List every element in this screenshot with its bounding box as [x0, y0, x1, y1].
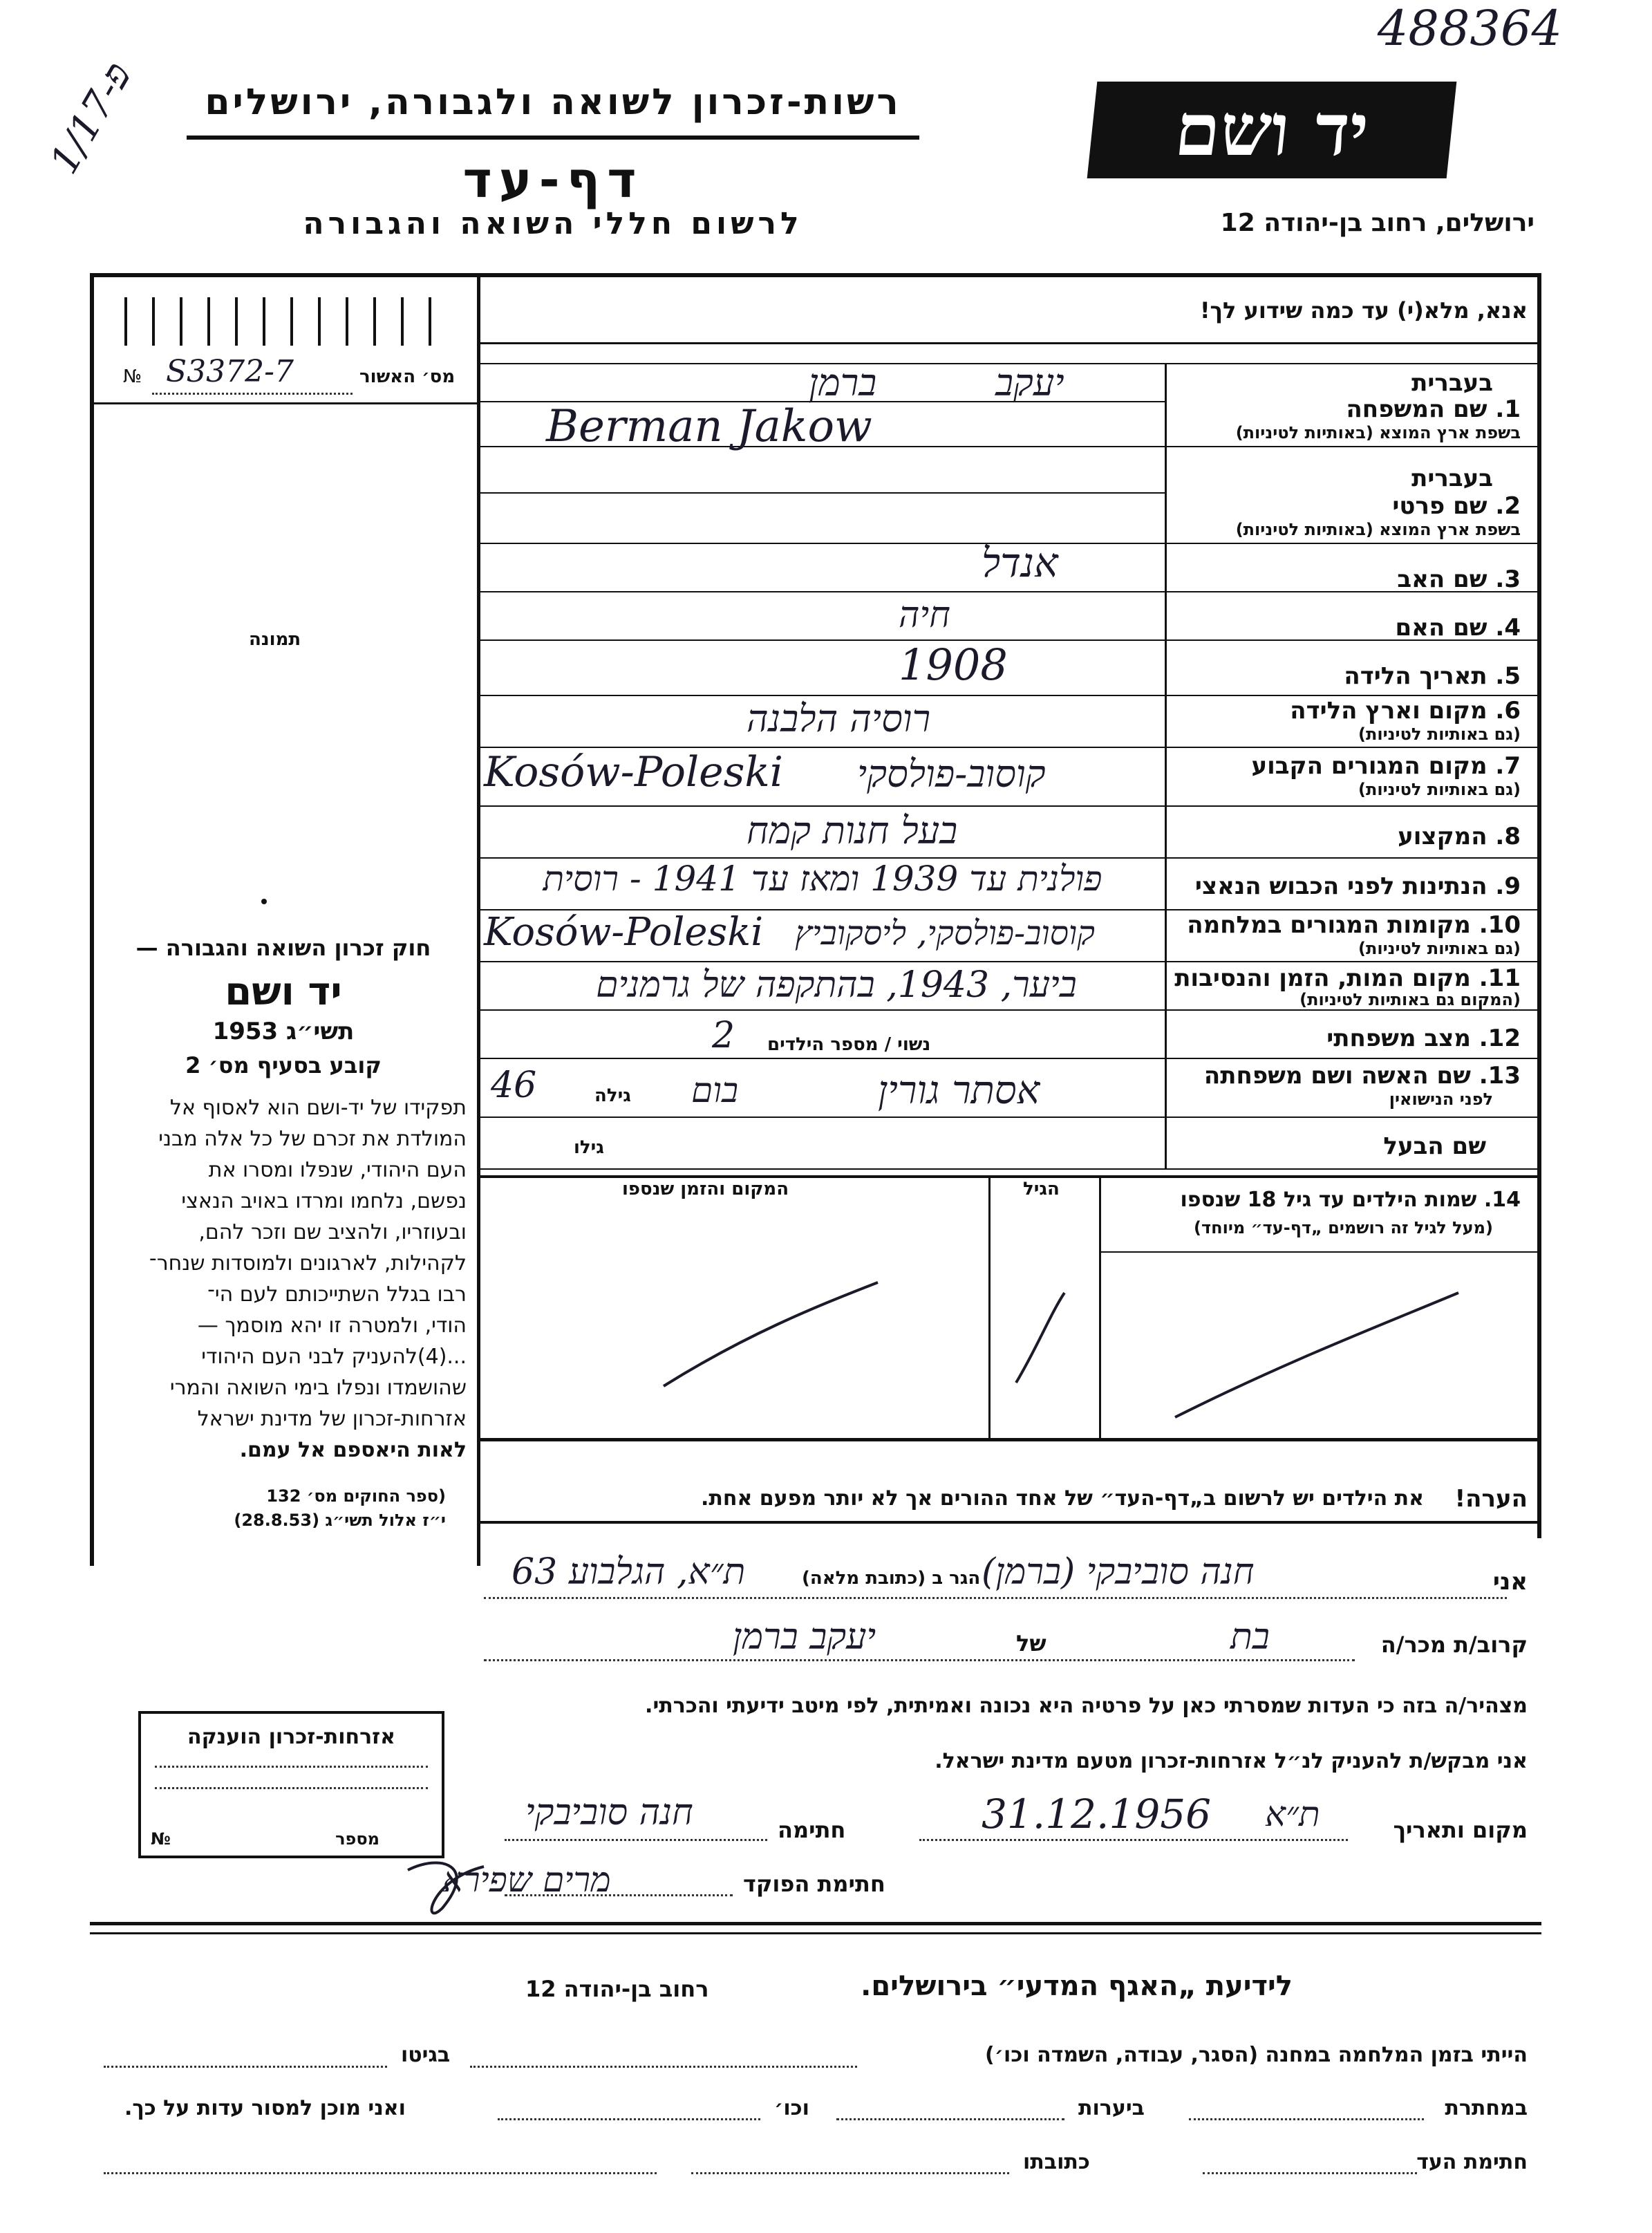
footer-line-3-dots-c [104, 2172, 657, 2174]
reg-label: מס׳ האשור [359, 366, 456, 387]
box-no-label: מספר [335, 1829, 379, 1849]
law-text-line: המולדת את זכרם של כל אלה מבני [158, 1127, 467, 1151]
law-year: תשי״ג 1953 [212, 1018, 355, 1045]
place-date-label: מקום ותאריך [1393, 1817, 1528, 1843]
footer-line-2d: ואני מוכן למסור עדות על כך. [124, 2096, 406, 2120]
given-name-he-value: יעקב [995, 361, 1064, 404]
signature-label: חתימה [778, 1817, 846, 1843]
field-5-label: 5. תאריך הלידה [1344, 662, 1521, 690]
field-11-sub: (המקום גם באותיות לטיניות) [1299, 990, 1521, 1009]
logo-text: יד ושם [1171, 87, 1373, 172]
of-label: של [1016, 1630, 1046, 1656]
law-text-line: לאות היאספם אל עמם. [239, 1438, 467, 1462]
footer-line-2b: ביערות [1078, 2096, 1145, 2120]
place-column-header: המקום והזמן שנספו [622, 1179, 789, 1199]
field-7-label: 7. מקום המגורים הקבוע [1251, 752, 1521, 780]
law-text-line: הודי, ולמטרה זו יהא מוסמך — [197, 1314, 467, 1338]
wartime-he-value: קוסוב-פולסקי, ליסקוביץ [795, 914, 1095, 953]
field-6-sub: (גם באותיות לטיניות) [1358, 725, 1521, 744]
footer-line-1b: בגיטו [401, 2043, 451, 2067]
field-2-label: 2. שם פרטי [1392, 492, 1521, 520]
footer-line-2a: במחתרת [1445, 2096, 1528, 2120]
field-6-label: 6. מקום וארץ הלידה [1290, 697, 1521, 725]
law-text-line: לקהילות, לארגונים ולמוסדות שנחר־ [149, 1251, 467, 1276]
wife-age-value: 46 [491, 1065, 537, 1106]
mother-value: חיה [899, 595, 950, 636]
father-value: אנדל [982, 539, 1058, 586]
field-4-label: 4. שם האם [1395, 614, 1521, 642]
corner-handnote: פ-1/17 [41, 55, 141, 182]
citizenship-dots [155, 1766, 428, 1768]
law-name: יד ושם [225, 969, 342, 1014]
note-text: את הילדים יש לרשום ב„דף-העד״ של אחד ההורים אך לא יותר מפעם אחת. [700, 1486, 1424, 1511]
field-13-sub: לפני הנישואין [1389, 1090, 1493, 1109]
field-1-sub: בשפת ארץ המוצא (באותיות לטיניות) [1235, 423, 1521, 442]
document-number: 488364 [1377, 0, 1562, 57]
institute-name: רשות-זכרון לשואה ולגבורה, ירושלים [205, 82, 901, 123]
form-subtitle: לרשום חללי השואה והגבורה [303, 206, 803, 241]
law-text-line: ...(4)להעניק לבני העם היהודי [201, 1345, 467, 1369]
law-text-line: ובעוזריו, ולהציב שם וזכר להם, [198, 1220, 467, 1244]
header-address: ירושלים, רחוב בן-יהודה 12 [1220, 209, 1534, 237]
relative-label: קרוב/ת מכר/ה [1380, 1632, 1528, 1658]
footer-line-2-dots-b [836, 2118, 1064, 2120]
field-3-label: 3. שם האב [1397, 566, 1521, 593]
footer-line-3a: חתימת העד [1416, 2150, 1528, 2174]
children-count-value: 2 [712, 1015, 735, 1056]
law-text-line: העם היהודי, שנפלו ומסרו את [208, 1158, 467, 1182]
relative-of-value: יעקב ברמן [733, 1616, 876, 1658]
footer-line-1-dots [470, 2066, 857, 2068]
law-heading: חוק זכרון השואה והגבורה — [135, 935, 431, 961]
ani-label: אני [1492, 1568, 1528, 1596]
law-text-line: נפשם, נלחמו ומרדו באויב הנאצי [181, 1189, 467, 1213]
surname-latin-value: Berman Jakow [546, 401, 872, 452]
relation-value: בת [1230, 1616, 1270, 1658]
field-12-inline: נשוי / מספר הילדים [767, 1034, 931, 1055]
note-label: הערה! [1454, 1485, 1528, 1513]
footer-line-3-dots [1203, 2172, 1417, 2174]
wartime-latin-value: Kosów-Poleski [484, 910, 764, 955]
husband-age-label: גילו [574, 1137, 604, 1158]
field-10-sub: (גם באותיות לטיניות) [1358, 939, 1521, 958]
footer-line-2-dots [1189, 2118, 1424, 2120]
footer-line-1-dots-end [104, 2066, 387, 2068]
gazette-ref: (ספר החוקים מס׳ 132 [266, 1486, 446, 1506]
residence-he-value: קוסוב-פולסקי [857, 752, 1046, 796]
form-title: דף-עד [462, 151, 644, 209]
age-column-header: הגיל [1023, 1179, 1060, 1199]
wife-age-label: גילה [594, 1085, 631, 1106]
footer-line-1a: הייתי בזמן המלחמה במחנה (הסגר, עבודה, השמדה וכו׳) [985, 2043, 1528, 2067]
footer-rule-1 [90, 1922, 1541, 1925]
sign-date-value: 31.12.1956 [982, 1791, 1212, 1838]
reg-no-prefix: № [123, 366, 142, 387]
residence-latin-value: Kosów-Poleski [484, 748, 783, 796]
citizenship-dots [155, 1787, 428, 1789]
footer-line-2c: וכו׳ [774, 2096, 809, 2120]
photo-label: תמונה [249, 629, 301, 650]
surname-he-value: ברמן [809, 361, 877, 404]
citizenship-box [138, 1711, 444, 1858]
footer-line-3-dots-b [691, 2172, 1009, 2174]
box-no-prefix: № [151, 1829, 171, 1849]
birthplace-value: רוסיה הלבנה [747, 697, 931, 740]
hebrew-label-2: בעברית [1411, 465, 1493, 492]
field-10-label: 10. מקומות המגורים במלחמה [1187, 911, 1521, 939]
law-clause: קובע בסעיף מס׳ 2 [185, 1052, 382, 1078]
field-14-label: 14. שמות הילדים עד גיל 18 שנספו [1180, 1188, 1521, 1212]
wife-extra-value: בום [691, 1070, 739, 1110]
footer-title: לידיעת „האגף המדעי״ בירושלים. [861, 1970, 1293, 2002]
witness-signature: חנה סוביבקי [525, 1792, 693, 1833]
intro-text: אנא, מלא(י) עד כמה שידוע לך! [1199, 297, 1528, 324]
law-text-line: שהושמדו ונפלו בימי השואה והמרי [169, 1376, 467, 1400]
death-value: ביער, 1943, בהתקפה של גרמנים [596, 964, 1077, 1006]
footer-line-3b: כתובתו [1023, 2150, 1090, 2174]
field-11-label: 11. מקום המות, הזמן והנסיבות [1174, 964, 1521, 992]
reg-number: S3372-7 [166, 354, 294, 389]
field-9-label: 9. הנתינות לפני הכבוש הנאצי [1194, 872, 1521, 900]
citizenship-box-title: אזרחות-זכרון הוענקה [187, 1725, 396, 1749]
field-1-label: 1. שם המשפחה [1346, 395, 1521, 423]
law-text-line: תפקידו של יד-ושם הוא לאסוף אל [169, 1096, 467, 1120]
declare-text: מצהיר/ה בזה כי העדות שמסרתי כאן על פרטיה היא נכונה ואמיתית, לפי מיטב ידיעתי והכרתי. [645, 1694, 1528, 1718]
law-text-line: אזרחות-זכרון של מדינת ישראל [197, 1407, 467, 1431]
witness-name-value: חנה סוביבקי (ברמן) [982, 1551, 1255, 1593]
officer-sig-label: חתימת הפוקד [743, 1871, 885, 1897]
officer-signature: מרים שפירא [442, 1860, 611, 1900]
field-14-sub: (מעל לגיל זה רושמים „דף-עד״ מיוחד) [1194, 1218, 1493, 1237]
witness-address-value: ת״א, הגלבוע 63 [511, 1551, 746, 1593]
husband-label: שם הבעל [1383, 1132, 1486, 1160]
hebrew-label-1: בעברית [1411, 369, 1493, 397]
field-7-sub: (גם באותיות לטיניות) [1358, 780, 1521, 799]
footer-rule-2 [90, 1932, 1541, 1934]
sign-place-value: ת״א [1265, 1794, 1320, 1834]
law-text-line: רבו בגלל השתייכותם לעם הי־ [207, 1282, 467, 1307]
wife-name-value: אסתר גורין [878, 1068, 1040, 1113]
birth-date-value: 1908 [899, 639, 1008, 690]
profession-value: בעל חנות קמח [747, 809, 958, 852]
request-text: אני מבקש/ת להעניק לנ״ל אזרחות-זכרון מטעם מדינת ישראל. [935, 1749, 1528, 1773]
field-13-label: 13. שם האשה ושם משפחתה [1203, 1062, 1521, 1090]
field-8-label: 8. המקצוע [1398, 823, 1521, 850]
gazette-date: י״ז אלול תשי״ג (28.8.53) [234, 1511, 446, 1530]
nationality-value: פולנית עד 1939 ומאז עד 1941 - רוסית [543, 859, 1102, 899]
field-2-sub: בשפת ארץ המוצא (באותיות לטיניות) [1235, 520, 1521, 539]
field-12-label: 12. מצב משפחתי [1326, 1025, 1521, 1052]
resident-label: הגר ב (כתובת מלאה) [802, 1568, 981, 1589]
footer-line-2-dots-c [498, 2118, 760, 2120]
footer-address: רחוב בן-יהודה 12 [525, 1976, 709, 2002]
